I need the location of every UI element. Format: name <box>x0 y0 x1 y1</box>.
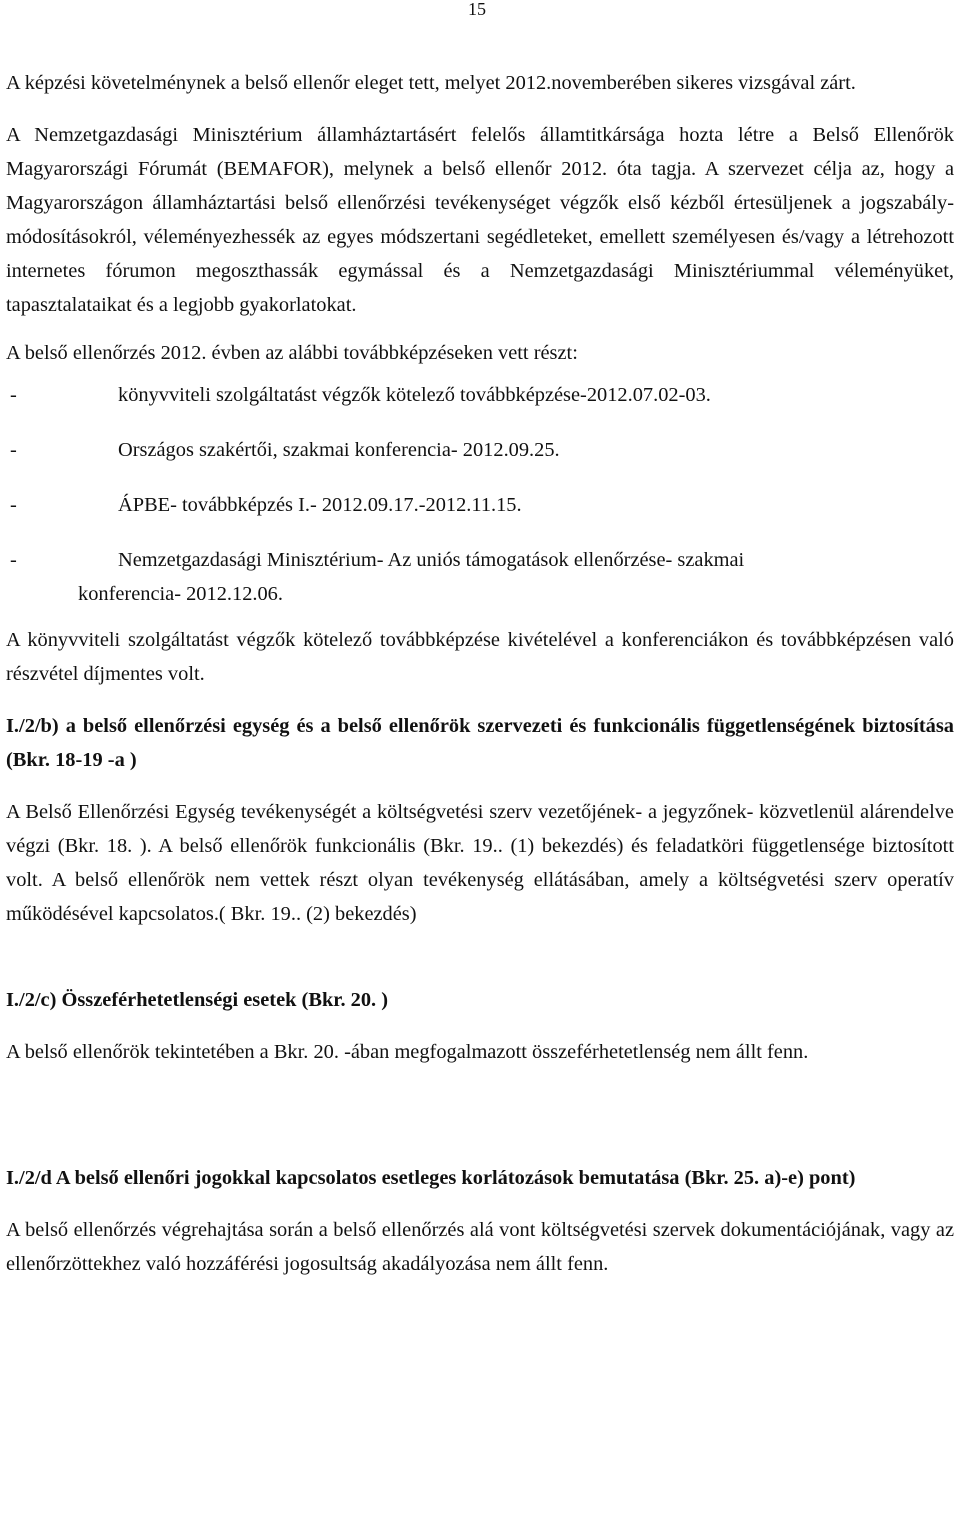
paragraph-exam: A képzési követelménynek a belső ellenőr eleget tett, melyet 2012.novemberében sikeres vizsgával zárt. <box>6 72 856 94</box>
paragraph-trainings-intro: A belső ellenőrzés 2012. évben az alábbi továbbképzéseken vett részt: <box>6 342 578 364</box>
paragraph-independence: A Belső Ellenőrzési Egység tevékenységét a költségvetési szerv vezetőjének- a jegyzőnek- közvetlenül alárendelve végzi (Bkr. 18. ). A belső ellenőrök funkcionális (Bkr. 19.. (1) bekezdés) és feladatköri függetlensége biztosított volt. A belső ellenőrök nem vettek részt olyan tevékenység ellátásában, amely a költségvetési szerv operatív működésével kapcsolatos.( Bkr. 19.. (2) bekezdés) <box>6 801 954 925</box>
list-item-text: könyvviteli szolgáltatást végzők kötelező továbbképzése-2012.07.02-03. <box>118 384 711 406</box>
paragraph-bemafor: A Nemzetgazdasági Minisztérium államháztartásért felelős államtitkársága hozta létre a Belső Ellenőrök Magyarországi Fórumát (BEMAFOR), melynek a belső ellenőr 2012. óta tagja. A szervezet célja az, hogy a Magyarországon államháztartási belső ellenőrzési tevékenységet végzők első kézből értesüljenek a jogszabály-módosításokról, véleményezhessék az egyes módszertani segédleteket, emellett személyesen és/vagy a létrehozott internetes fórumon megoszthassák egymással és a Nemzetgazdasági Minisztériummal véleményüket, tapasztalataikat és a legjobb gyakorlatokat. <box>6 124 954 316</box>
section-heading-independence: I./2/b) a belső ellenőrzési egység és a belső ellenőrök szervezeti és funkcionális függetlenségének biztosítása (Bkr. 18-19 -a ) <box>6 715 954 771</box>
list-dash: - <box>10 384 17 406</box>
section-heading-incompatibility: I./2/c) Összeférhetetlenségi esetek (Bkr. 20. ) <box>6 989 389 1011</box>
trainings-list <box>6 378 954 611</box>
paragraph-restrictions: A belső ellenőrzés végrehajtása során a belső ellenőrzés alá vont költségvetési szervek dokumentációjának, vagy az ellenőrzöttekhez való hozzáférési jogosultság akadályozása nem állt fenn. <box>6 1219 954 1275</box>
list-item-text: Országos szakértői, szakmai konferencia- 2012.09.25. <box>118 439 560 461</box>
list-item <box>6 488 954 522</box>
section-heading-restrictions: I./2/d A belső ellenőri jogokkal kapcsolatos esetleges korlátozások bemutatása (Bkr. 25. a)-e) pont) <box>6 1167 856 1189</box>
paragraph-fees: A könyvviteli szolgáltatást végzők kötelező továbbképzése kivételével a konferenciákon és továbbképzésen való részvétel díjmentes volt. <box>6 629 954 685</box>
list-item-text-continued: konferencia- 2012.12.06. <box>78 583 283 605</box>
paragraph-incompatibility: A belső ellenőrök tekintetében a Bkr. 20. -ában megfogalmazott összeférhetetlenség nem állt fenn. <box>6 1041 809 1063</box>
list-dash: - <box>10 439 17 461</box>
list-item-text: Nemzetgazdasági Minisztérium- Az uniós támogatások ellenőrzése- szakmai <box>118 549 745 571</box>
list-item-text: ÁPBE- továbbképzés I.- 2012.09.17.-2012.11.15. <box>118 494 522 516</box>
page-number: 15 <box>468 0 486 19</box>
list-dash: - <box>10 494 17 516</box>
list-item <box>6 543 954 611</box>
list-dash: - <box>10 549 17 571</box>
document-body <box>6 66 954 1281</box>
list-item <box>6 378 954 412</box>
list-item <box>6 433 954 467</box>
